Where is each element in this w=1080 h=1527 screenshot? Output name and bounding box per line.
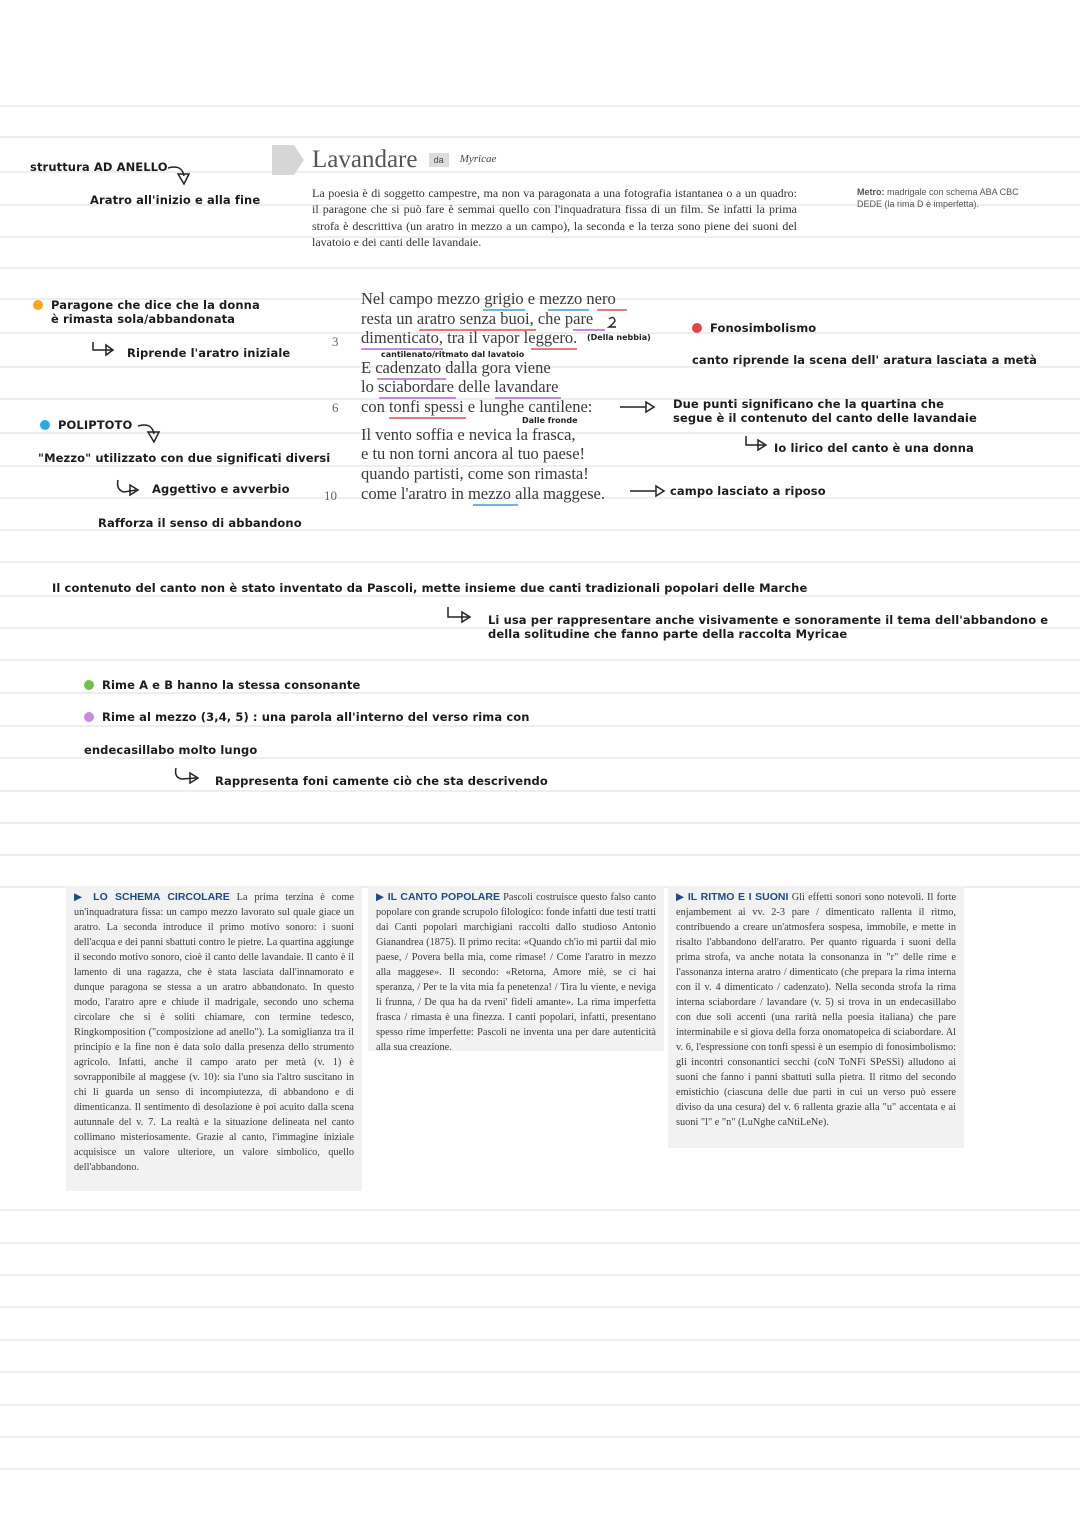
note-cantilenato: cantilenato/ritmato dal lavatoio — [381, 350, 525, 359]
note-fonosimbolismo: Fonosimbolismo — [692, 321, 816, 335]
note-rime-ab: Rime A e B hanno la stessa consonante — [84, 678, 360, 692]
note-riprende-aratro: Riprende l'aratro iniziale — [127, 346, 291, 360]
green-dot-icon — [84, 680, 94, 690]
right-arrow-icon — [618, 400, 656, 414]
box-canto-popolare — [368, 886, 664, 1051]
line-number-10: 10 — [324, 488, 337, 503]
return-arrow-icon — [114, 478, 142, 500]
note-canto-riprende: canto riprende la scena dell' aratura lasciata a metà — [692, 353, 1038, 367]
note-li-usa-1: Li usa per rappresentare anche visivamente e sonoramente il tema dell'abbandono e — [488, 613, 1049, 627]
box-ritmo-suoni — [668, 886, 964, 1148]
note-aratro-inizio-fine: Aratro all'inizio e alla fine — [90, 193, 261, 207]
poem-title: Lavandare — [312, 146, 418, 173]
line-number-6: 6 — [332, 400, 339, 415]
poem-verse-4: E cadenzato dalla gora viene — [361, 358, 551, 377]
note-della-nebbia: (Della nebbia) — [587, 333, 651, 342]
note-aggettivo-avverbio: Aggettivo e avverbio — [152, 482, 290, 496]
note-endecasillabo: endecasillabo molto lungo — [84, 743, 258, 757]
poem-verse-9: quando partisti, come son rimasta! — [361, 464, 589, 483]
purple-dot-icon — [84, 712, 94, 722]
curved-arrow-icon — [166, 162, 194, 188]
line-number-3: 3 — [332, 334, 339, 349]
box-ritmo-suoni-head: IL RITMO E I SUONI — [687, 891, 789, 903]
poem-verse-1: Nel campo mezzo grigio e mezzo nero — [361, 289, 616, 308]
poem-title-row — [312, 146, 496, 174]
note-rappresenta: Rappresenta foni camente ciò che sta descrivendo — [215, 774, 548, 788]
box-canto-popolare-text: Pascoli costruisce questo falso canto popolare con grande scrupolo filologico: fonde infatti due testi tratti dai Canti popolari marchigiani raccolti dallo studioso Antonio Gianandrea (1875). Il primo recita: «Quando ch'io mi partii dal mio paese, / Povera bella mia, come rimase! / Come l'aratro in mezzo alla maggese». Il secondo: «Retorna, Amore miè, se ci hai speranza, / Per te la vita mia fa penetenza! / Tira lu viente, e neviga li frunna, / De qua ha da rveni' fideli amante». La rima imperfetta frasca / rimasta è una finezza. I canti popolari, infatti, presentano spesso rime imperfette: Pascoli ne inventa una per dare autenticità alla sua creazione. — [376, 892, 657, 1053]
box-ritmo-suoni-text: Gli effetti sonori sono notevoli. Il forte enjambement ai vv. 2-3 pare / dimenticato rallenta il ritmo, contribuendo a creare un'atmosfera sospesa, immobile, e mette in risalto l'abbandono dell'aratro. Per quanto riguarda i suoni della prima strofa, va anche notata la consonanza in "r" delle rime e l'assonanza interna aratro / dimenticato (che prepara la rima interna con il v. 4 dimenticato / cadenzato). Nella seconda strofa la rima interna sciabordare / lavandare (v. 5) si trova in un endecasillabo con due soli accenti (una rarità nella poesia italiana) che pare interminabile e si giova della forza onomatopeica di sciabordare. Al v. 6, l'espressione con tonfi spessi è un esempio di fonosimbolismo: gli incontri consonantici secchi (coN ToNFi SPeSSi) alludono ai suoni che fanno i panni sbattuti sulla pietra. Il ritmo del secondo emistichio (ciascuna delle due parti in cui un verso può essere diviso da una cesura) del v. 6 rallenta grazie alla "u" accentata e ai suoni "l" e "n" (LuNghe caNtiLeNe). — [676, 892, 957, 1128]
poem-verse-8: e tu non torni ancora al tuo paese! — [361, 444, 586, 463]
poem-verse-7: Il vento soffia e nevica la frasca, — [361, 425, 576, 444]
box-schema-circolare-text: La prima terzina è come un'inquadratura fissa: un campo mezzo lavorato sul quale giace un aratro. La seconda introduce il primo motivo sonoro: i suoni dell'acqua e dei panni sbattuti contro le pietre. La quartina aggiunge il secondo motivo sonoro, cioè il canto delle lavandaie. Il canto è il lamento di una ragazza, che è stata lasciata dall'innamorato e dunque paragona se stessa a un aratro abbandonato. In questo modo, l'aratro apre e chiude il madrigale, secondo uno schema circolare che si è soliti chiamare, con termine tedesco, Ringkomposition ("composizione ad anello"). La somiglianza tra il principio e la fine non è data solo dalla presenza dello strumento agricolo. Infatti, anche il campo arato per metà (v. 1) è sovrapponibile al maggese (v. 10): sia l'uno sia l'altro suscitano in chi li guarda un senso di incompiutezza, di abbandono e di dimenticanza. Il sentimento di desolazione è poi acuito dalla scena autunnale del v. 7. La realtà e la situazione delineata nel canto collimano misteriosamente. Grazie al canto, l'immagine iniziale acquisisce un valore ulteriore, un valore simbolico, quello dell'abbandono. — [74, 892, 355, 1173]
return-arrow-icon — [444, 605, 474, 625]
curved-arrow-icon — [136, 420, 164, 446]
source-badge: da — [429, 153, 449, 167]
metro-label: Metro: — [857, 187, 885, 197]
verse-10-underlines — [361, 484, 621, 508]
poem-verse-3: dimenticato, tra il vapor leggero. — [361, 328, 578, 347]
return-arrow-icon — [90, 340, 116, 358]
right-arrow-icon — [628, 484, 666, 498]
metro-text: madrigale con schema ABA CBC DEDE (la rima D è imperfetta). — [857, 187, 1019, 209]
red-dot-icon — [692, 323, 702, 333]
note-rime-mezzo: Rime al mezzo (3,4, 5) : una parola all'interno del verso rima con — [84, 710, 530, 724]
note-due-punti-1: Due punti significano che la quartina che — [673, 397, 945, 411]
note-mezzo-significati: "Mezzo" utilizzato con due significati diversi — [38, 451, 331, 465]
intro-paragraph: La poesia è di soggetto campestre, ma non va paragonata a una fotografia istantanea o a un quadro: il paragone che si può fare è semmai quello con l'inquadratura fissa di un film. Se infatti la prima strofa è descrittiva (un aratro in mezzo a un campo), la seconda e la terza sono piene dei suoni del lavatoio e dei canti delle lavandaie. — [312, 186, 797, 250]
source-book: Myricae — [459, 153, 497, 165]
return-arrow-icon — [172, 766, 202, 786]
note-due-punti-2: segue è il contenuto del canto delle lavandaie — [673, 411, 977, 425]
title-tab-icon — [272, 145, 306, 175]
triangle-icon: ▶ — [74, 892, 87, 903]
note-struttura-anello: struttura AD ANELLO — [30, 160, 168, 174]
note-io-lirico: Io lirico del canto è una donna — [774, 441, 974, 455]
poem-verse-5: lo sciabordare delle lavandare — [361, 377, 559, 396]
blue-dot-icon — [40, 420, 50, 430]
note-paragone: Paragone che dice che la donna è rimasta sola/abbandonata — [33, 298, 261, 326]
verse-6-underlines — [361, 397, 621, 421]
poem-verse-2: resta un aratro senza buoi, che pare — [361, 309, 594, 328]
box-schema-circolare-head: LO SCHEMA CIRCOLARE — [93, 891, 230, 903]
poem-verse-10: come l'aratro in mezzo alla maggese. — [361, 484, 605, 503]
note-contenuto-canto: Il contenuto del canto non è stato inventato da Pascoli, mette insieme due canti tradizionali popolari delle Marche — [52, 581, 808, 595]
triangle-icon: ▶ — [676, 892, 685, 903]
note-li-usa-2: della solitudine che fanno parte della raccolta Myricae — [488, 627, 848, 641]
note-poliptoto: POLIPTOTO — [40, 418, 132, 432]
orange-dot-icon — [33, 300, 43, 310]
note-campo-riposo: campo lasciato a riposo — [670, 484, 826, 498]
box-canto-popolare-head: IL CANTO POPOLARE — [387, 891, 500, 903]
box-schema-circolare — [66, 886, 362, 1191]
metro-note — [857, 186, 1022, 210]
triangle-icon: ▶ — [376, 892, 385, 903]
return-arrow-icon — [742, 434, 770, 454]
verse-3-underlines — [361, 328, 601, 352]
note-rafforza-abbandono: Rafforza il senso di abbandono — [98, 516, 302, 530]
note-dalle-fronde: Dalle fronde — [522, 416, 578, 425]
poem-verse-6: con tonfi spessi e lunghe cantilene: — [361, 397, 593, 416]
